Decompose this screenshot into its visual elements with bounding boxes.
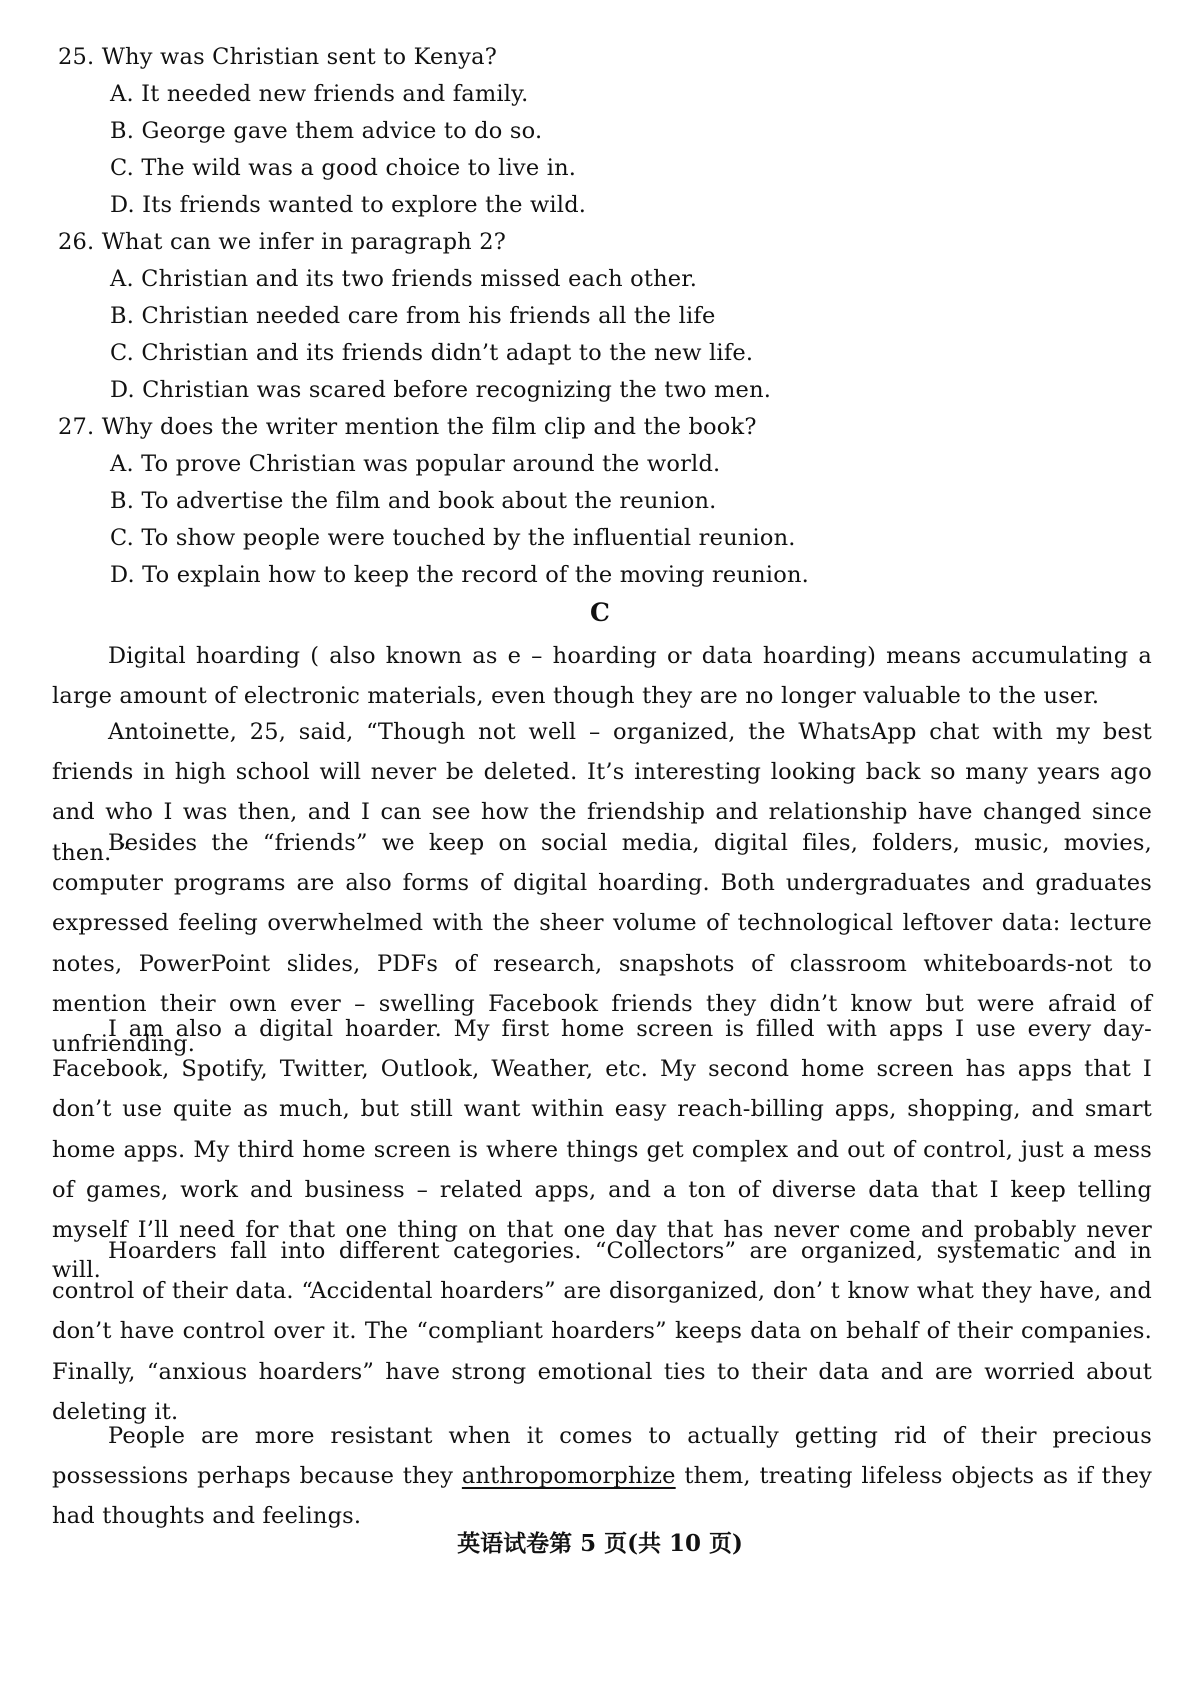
- question-26-stem: 26. What can we infer in paragraph 2?: [58, 229, 507, 255]
- question-25-option-b: B. George gave them advice to do so.: [110, 118, 543, 144]
- page-footer: 英语试卷第 5 页(共 10 页): [457, 1530, 743, 1557]
- question-26-option-a: A. Christian and its two friends missed each other.: [110, 266, 698, 292]
- passage-paragraph-3: Besides the “friends” we keep on social media, digital files, folders, music, movies, computer programs are also forms of digital hoarding. Both undergraduates and graduates expressed feeling overwhelmed with the sheer volume of technological leftover data: lecture notes, PowerPoint slides, PDFs of research, snapshots of classroom whiteboards-not to mention their own ever – swelling Facebook friends they didn’t know but were afraid of unfriending.: [52, 830, 1152, 1058]
- section-label: C: [590, 598, 610, 627]
- question-27-option-b: B. To advertise the film and book about the reunion.: [110, 488, 717, 514]
- question-25-option-d: D. Its friends wanted to explore the wild.: [110, 192, 587, 218]
- paragraph-6-text-end: them, treating lifeless objects as if they had thoughts and feelings.: [52, 1463, 1152, 1530]
- question-26-option-b: B. Christian needed care from his friends all the life: [110, 303, 716, 329]
- question-26-option-d: D. Christian was scared before recognizing the two men.: [110, 377, 772, 403]
- question-25-stem: 25. Why was Christian sent to Kenya?: [58, 44, 497, 70]
- underlined-word: anthropomorphize: [461, 1463, 676, 1490]
- question-27-option-c: C. To show people were touched by the influential reunion.: [110, 525, 796, 551]
- passage-paragraph-2: Antoinette, 25, said, “Though not well – organized, the WhatsApp chat with my best friends in high school will never be deleted. It’s interesting looking back so many years ago and who I was then, and I can see how the friendship and relationship have changed since then. ”: [52, 719, 1152, 866]
- passage-paragraph-4: I am also a digital hoarder. My first home screen is filled with apps I use every day-Facebook, Spotify, Twitter, Outlook, Weather, etc. My second home screen has apps that I don’t use quite as much, but still want within easy reach-billing apps, shopping, and smart home apps. My third home screen is where things get complex and out of control, just a mess of games, work and business – related apps, and a ton of diverse data that I keep telling myself I’ll need for that one thing on that one day that has never come and probably never will.: [52, 1016, 1152, 1284]
- question-27-stem: 27. Why does the writer mention the film clip and the book?: [58, 414, 757, 440]
- passage-paragraph-5: Hoarders fall into different categories. “Collectors” are organized, systematic and in control of their data. “Accidental hoarders” are disorganized, don’ t know what they have, and don’t have control over it. The “compliant hoarders” keeps data on behalf of their companies. Finally, “anxious hoarders” have strong emotional ties to their data and are worried about deleting it.: [52, 1238, 1152, 1425]
- question-25-option-c: C. The wild was a good choice to live in.: [110, 155, 577, 181]
- passage-paragraph-1: Digital hoarding ( also known as e – hoarding or data hoarding) means accumulating a large amount of electronic materials, even though they are no longer valuable to the user.: [52, 643, 1152, 710]
- question-25-option-a: A. It needed new friends and family.: [110, 81, 529, 107]
- question-26-option-c: C. Christian and its friends didn’t adapt to the new life.: [110, 340, 754, 366]
- question-27-option-d: D. To explain how to keep the record of the moving reunion.: [110, 562, 809, 588]
- passage-paragraph-6: [52, 1416, 1152, 1537]
- paragraph-6-text-start: People are more resistant when it comes to actually getting rid of their precious possessions perhaps because they: [52, 1423, 1152, 1490]
- question-27-option-a: A. To prove Christian was popular around the world.: [110, 451, 721, 477]
